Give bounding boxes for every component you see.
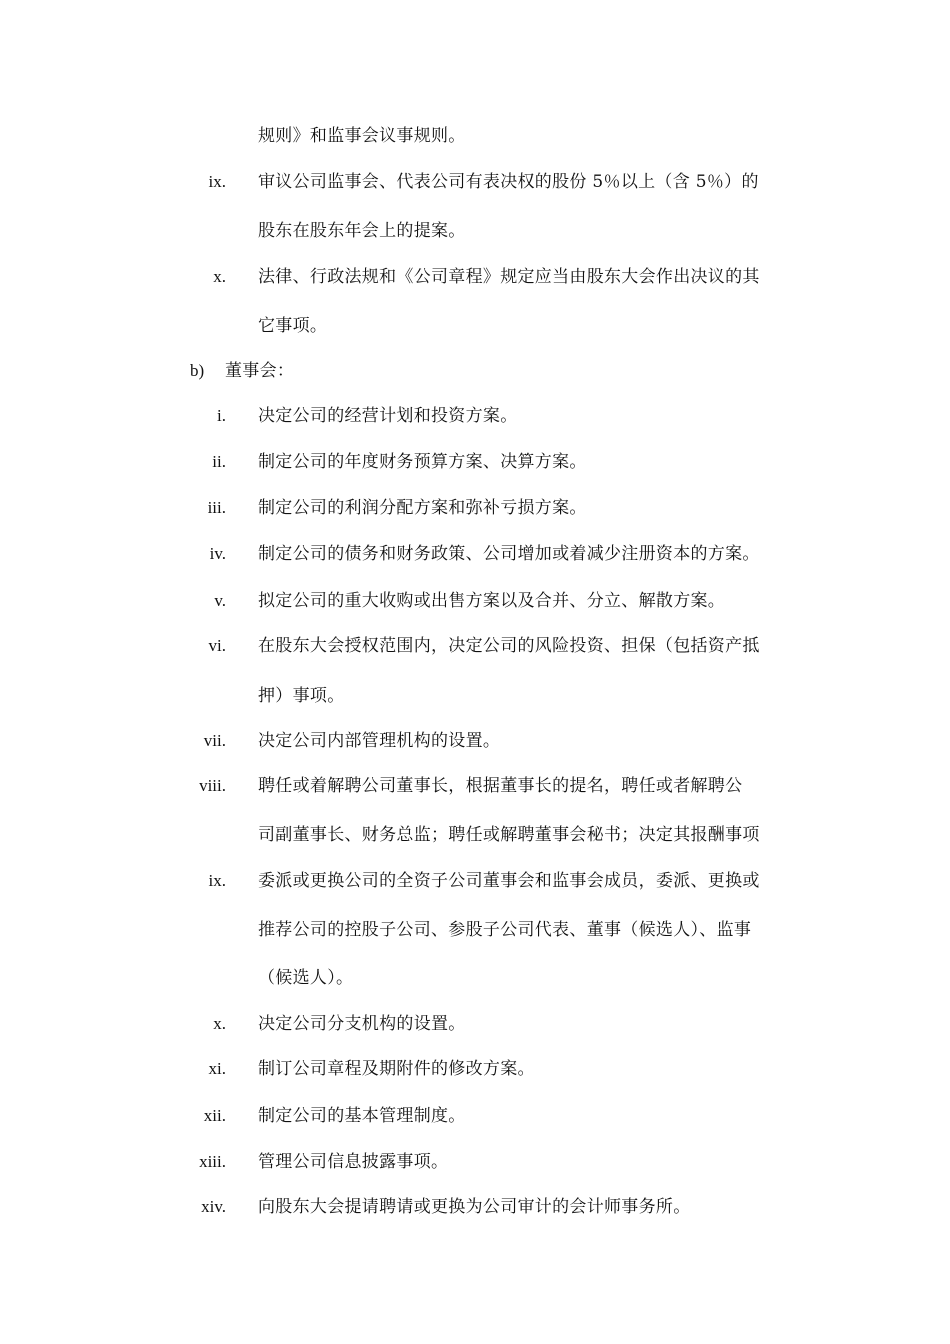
list-item-text: 推荐公司的控股子公司、参股子公司代表、董事（候选人）、监事 <box>258 920 752 940</box>
list-item-text: （候选人）。 <box>258 968 354 988</box>
list-item-number: vii. <box>203 731 226 750</box>
list-item-text: 押）事项。 <box>258 686 345 706</box>
list-item-text: 决定公司内部管理机构的设置。 <box>258 731 501 751</box>
list-item-number: xii. <box>203 1106 226 1125</box>
list-item-text: 管理公司信息披露事项。 <box>258 1152 449 1172</box>
list-item-text: 拟定公司的重大收购或出售方案以及合并、分立、解散方案。 <box>258 591 726 611</box>
list-item-text: 决定公司分支机构的设置。 <box>258 1014 466 1034</box>
list-item-text: 制定公司的基本管理制度。 <box>258 1106 466 1126</box>
list-item-text: 制定公司的债务和财务政策、公司增加或着减少注册资本的方案。 <box>258 544 760 564</box>
list-item-number: vi. <box>208 636 226 655</box>
list-item-number: v. <box>214 591 226 610</box>
list-item-text: 制定公司的利润分配方案和弥补亏损方案。 <box>258 498 587 518</box>
list-item-number: viii. <box>199 776 226 795</box>
list-item-text: 决定公司的经营计划和投资方案。 <box>258 406 518 426</box>
section-title: 董事会： <box>225 361 295 381</box>
list-item-number: xiv. <box>201 1197 226 1216</box>
list-item-text: 制定公司的年度财务预算方案、决算方案。 <box>258 452 587 472</box>
list-item-number: x. <box>213 1014 226 1033</box>
list-item-text: 聘任或着解聘公司董事长，根据董事长的提名，聘任或者解聘公 <box>258 776 743 796</box>
list-item-number: iv. <box>209 544 226 563</box>
list-item-text: 司副董事长、财务总监；聘任或解聘董事会秘书；决定其报酬事项 <box>258 825 760 845</box>
continuation-line: 规则》和监事会议事规则。 <box>258 126 466 146</box>
list-item-text: 它事项。 <box>258 316 328 336</box>
list-item-text: 向股东大会提请聘请或更换为公司审计的会计师事务所。 <box>258 1197 691 1217</box>
list-item-number: x. <box>213 267 226 286</box>
list-item-number: iii. <box>207 498 226 517</box>
list-item-number: xi. <box>208 1059 226 1078</box>
list-item-number: xiii. <box>199 1152 226 1171</box>
list-item-text: 在股东大会授权范围内，决定公司的风险投资、担保（包括资产抵 <box>258 636 760 656</box>
list-item-number: i. <box>217 406 226 425</box>
list-item-number: ix. <box>208 871 226 890</box>
list-item-text: 法律、行政法规和《公司章程》规定应当由股东大会作出决议的其 <box>258 267 760 287</box>
list-item-text: 制订公司章程及期附件的修改方案。 <box>258 1059 535 1079</box>
list-item-text: 审议公司监事会、代表公司有表决权的股份 5％以上（含 5％）的 <box>258 172 759 192</box>
list-item-number: ii. <box>212 452 226 471</box>
list-item-text: 委派或更换公司的全资子公司董事会和监事会成员，委派、更换或 <box>258 871 760 891</box>
list-item-number: ix. <box>208 172 226 191</box>
list-item-text: 股东在股东年会上的提案。 <box>258 221 466 241</box>
section-label: b) <box>190 361 205 380</box>
